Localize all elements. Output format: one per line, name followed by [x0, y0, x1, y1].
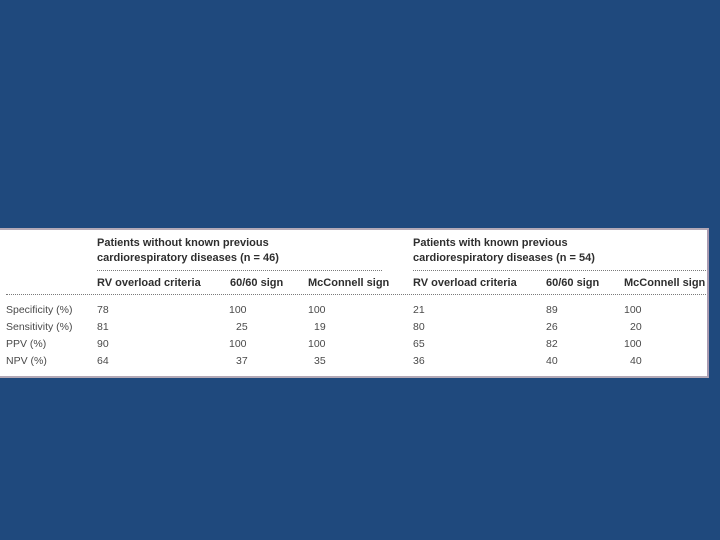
row-label: Sensitivity (%) [6, 321, 73, 333]
col-header-rv-1: RV overload criteria [97, 277, 201, 289]
table-cell: 80 [413, 321, 425, 333]
table-cell: 100 [308, 304, 326, 316]
group1-header-line1: Patients without known previous [97, 237, 269, 249]
table-cell: 40 [546, 355, 558, 367]
table-cell: 100 [229, 338, 247, 350]
table-cell: 78 [97, 304, 109, 316]
table-cell: 40 [630, 355, 642, 367]
row-label: PPV (%) [6, 338, 47, 350]
group2-header-line1: Patients with known previous [413, 237, 568, 249]
group2-header-line2: cardiorespiratory diseases (n = 54) [413, 252, 595, 264]
table-cell: 64 [97, 355, 109, 367]
table-cell: 26 [546, 321, 558, 333]
table-cell: 36 [413, 355, 425, 367]
table-cell: 89 [546, 304, 558, 316]
table-cell: 100 [308, 338, 326, 350]
col-header-mcconnell-2: McConnell sign [624, 277, 706, 289]
col-header-6060-1: 60/60 sign [230, 277, 284, 289]
table-cell: 90 [97, 338, 109, 350]
table-cell: 20 [630, 321, 642, 333]
col-header-mcconnell-1: McConnell sign [308, 277, 390, 289]
table-cell: 25 [236, 321, 248, 333]
table-cell: 21 [413, 304, 425, 316]
row-label: Specificity (%) [6, 304, 73, 316]
table-cell: 100 [624, 304, 642, 316]
table-cell: 82 [546, 338, 558, 350]
table-cell: 100 [229, 304, 247, 316]
col-header-6060-2: 60/60 sign [546, 277, 600, 289]
group1-rule [97, 270, 382, 271]
table-cell: 100 [624, 338, 642, 350]
table-cell: 35 [314, 355, 326, 367]
table-panel [0, 228, 709, 378]
header-rule [6, 294, 706, 295]
table-cell: 65 [413, 338, 425, 350]
row-label: NPV (%) [6, 355, 47, 367]
col-header-rv-2: RV overload criteria [413, 277, 517, 289]
group1-header-line2: cardiorespiratory diseases (n = 46) [97, 252, 279, 264]
table-cell: 19 [314, 321, 326, 333]
group2-rule [413, 270, 706, 271]
table-cell: 37 [236, 355, 248, 367]
table-cell: 81 [97, 321, 109, 333]
